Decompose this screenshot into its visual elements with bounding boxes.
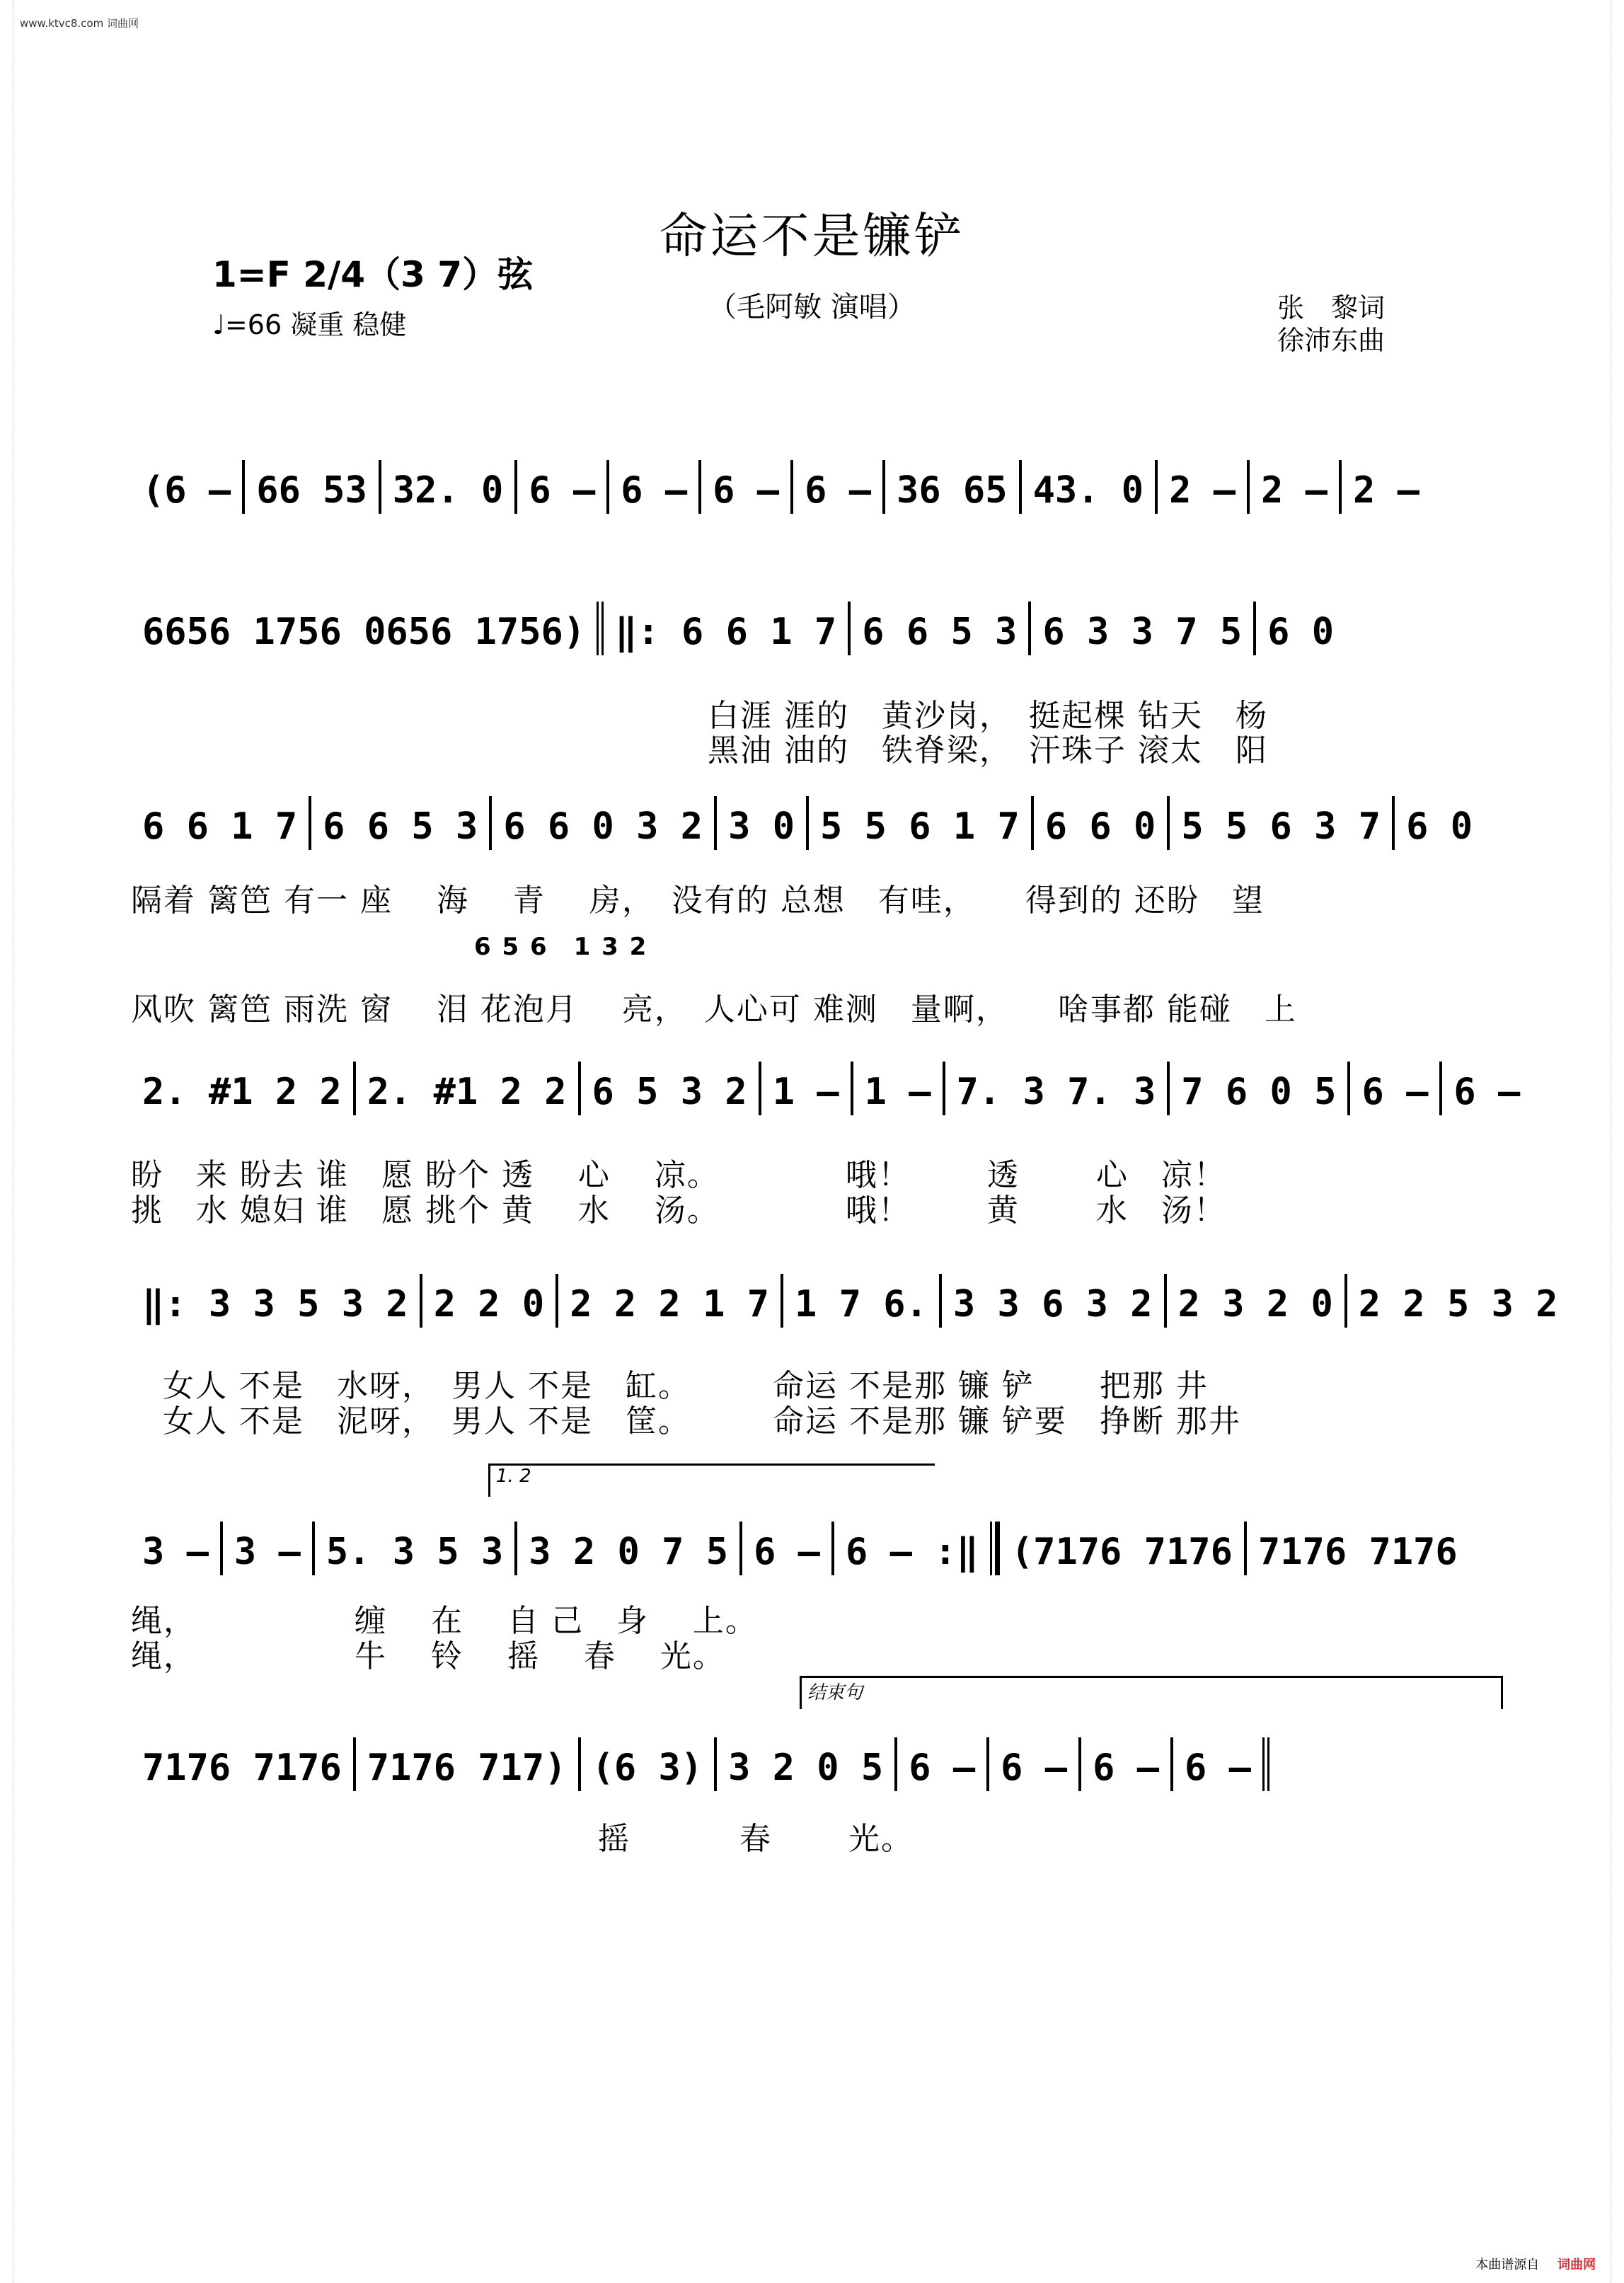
measure-repeat-start: ‖: 3 3 5 3 2 [142,1283,408,1325]
measure: 7 6 0 5 [1167,1062,1347,1115]
measure: 2 – [1155,460,1247,514]
measure: 3 – [142,1531,209,1573]
footer-source: 本曲谱源自 [1475,2258,1540,2272]
measure: 2 2 2 1 7 [555,1274,781,1328]
measure: 6 – [1078,1737,1170,1791]
measure: 7. 3 7. 3 [943,1062,1168,1115]
lyric-line-4b: 挑 水 媳妇 谁 愿 挑个 黄 水 汤。 哦！ 黄 水 汤！ [131,1192,1226,1229]
measure: 36 65 [882,460,1019,514]
measure: 2 – [1247,460,1339,514]
lyric-line-5a: 女人 不是 水呀， 男人 不是 缸。 命运 不是那 镰 铲 把那 井 [163,1368,1209,1404]
measure: 6 – [514,460,606,514]
lyric-line-1b: 黑油 油的 铁脊梁， 汗珠子 滚太 阳 [708,732,1268,769]
measure-final: 6 – [1170,1737,1269,1791]
lyric-line-2: 隔着 篱笆 有一 座 海 青 房， 没有的 总想 有哇， 得到的 还盼 望 [131,882,1265,919]
measure: 3 0 [714,796,806,850]
measure: 6 6 1 7 [142,805,298,848]
footer-brand-logo: 词曲网 [1557,2258,1596,2272]
score-row-5 [131,1274,1558,1328]
lyricist-credit: 张 黎词 [1277,292,1386,323]
measure: 6656 1756 0656 1756) [142,611,586,653]
measure: 6 6 0 3 2 [489,796,714,850]
singer-line: （毛阿敏 演唱） [708,291,916,323]
measure: 32. 0 [379,460,515,514]
measure: 6 3 3 7 5 [1028,602,1253,655]
key-signature: 1=F 2/4（3 7）弦 [212,254,534,295]
measure-repeat-end: 6 – :‖ [831,1522,997,1575]
measure: 2 – [1339,460,1431,514]
measure: 5 5 6 1 7 [806,796,1031,850]
measure: 6 – [739,1522,831,1575]
measure: 43. 0 [1019,460,1156,514]
measure: 2 2 0 [420,1274,556,1328]
ending-bracket: 结束句 [800,1676,1503,1709]
footer [1475,2255,1596,2273]
measure: 6 6 0 [1031,796,1168,850]
measure: (6 3) [578,1737,715,1791]
tempo-marking: ♩=66 凝重 稳健 [212,309,407,340]
measure: 7176 7176 [142,1747,342,1789]
score-row-4 [131,1062,1521,1115]
measure: 66 53 [242,460,379,514]
alternate-notes: 6 5 6 1 3 2 [474,933,648,961]
measure: 2 3 2 0 [1164,1274,1344,1328]
score-row-6 [131,1522,1497,1575]
measure: 6 – [894,1737,986,1791]
measure: 6 6 5 3 [848,602,1028,655]
measure: (7176 7176 [997,1522,1244,1575]
measure: 1 7 6. [781,1274,939,1328]
measure: 6 – [790,460,882,514]
score-row-2 [131,602,1497,655]
measure: 5. 3 5 3 [312,1522,514,1575]
measure: 6 – [986,1737,1078,1791]
lyric-line-5b: 女人 不是 泥呀， 男人 不是 筐。 命运 不是那 镰 铲要 挣断 那井 [163,1403,1241,1439]
score-row-1 [131,460,1497,514]
score-row-7 [131,1737,1497,1791]
measure: 1 – [759,1062,851,1115]
measure: 2. #1 2 2 [353,1062,578,1115]
measure: 6 5 3 2 [578,1062,759,1115]
first-ending-bracket: 1. 2 [488,1463,935,1497]
measure: 3 2 0 7 5 [514,1522,739,1575]
composer-credit: 徐沛东曲 [1277,325,1386,356]
measure: 3 2 0 5 [714,1737,894,1791]
measure: (6 – [142,469,231,512]
measure: 2. #1 2 2 [142,1071,342,1113]
song-title: 命运不是镰铲 [659,209,965,265]
right-margin-strip [1611,0,1624,2283]
measure: 6 0 [1253,602,1345,655]
lyric-line-7: 摇 春 光。 [131,1821,914,1857]
lyric-line-6b: 绳， 牛 铃 摇 春 光。 [131,1638,725,1674]
measure: 6 – [1347,1062,1439,1115]
site-watermark: www.ktvc8.com 词曲网 [20,17,139,30]
measure: 6 6 5 3 [309,796,489,850]
measure: 5 5 6 3 7 [1167,796,1392,850]
measure: 1 – [851,1062,943,1115]
measure: 6 0 [1392,796,1484,850]
measure: 3 3 6 3 2 [939,1274,1164,1328]
measure: 7176 717) [353,1737,578,1791]
credits [1277,292,1385,357]
measure: 3 – [220,1522,312,1575]
lyric-line-4a: 盼 来 盼去 谁 愿 盼个 透 心 凉。 哦！ 透 心 凉！ [131,1157,1226,1193]
measure: 2 2 5 3 2 [1344,1274,1570,1328]
measure: 6 – [1439,1062,1531,1115]
measure: 6 – [606,460,698,514]
measure: 6 – [698,460,790,514]
score-row-3 [131,796,1497,850]
measure: 7176 7176 [1244,1522,1469,1575]
measure-repeat-start: ‖: 6 6 1 7 [597,602,848,655]
lyric-line-6a: 绳， 缠 在 自 己 身 上。 [131,1603,758,1639]
lyric-line-3: 风吹 篱笆 雨洗 窗 泪 花泡月 亮， 人心可 难测 量啊， 啥事都 能碰 上 [131,991,1297,1028]
left-margin-strip [0,0,13,2283]
lyric-line-1a: 白涯 涯的 黄沙岗， 挺起棵 钻天 杨 [708,698,1268,734]
